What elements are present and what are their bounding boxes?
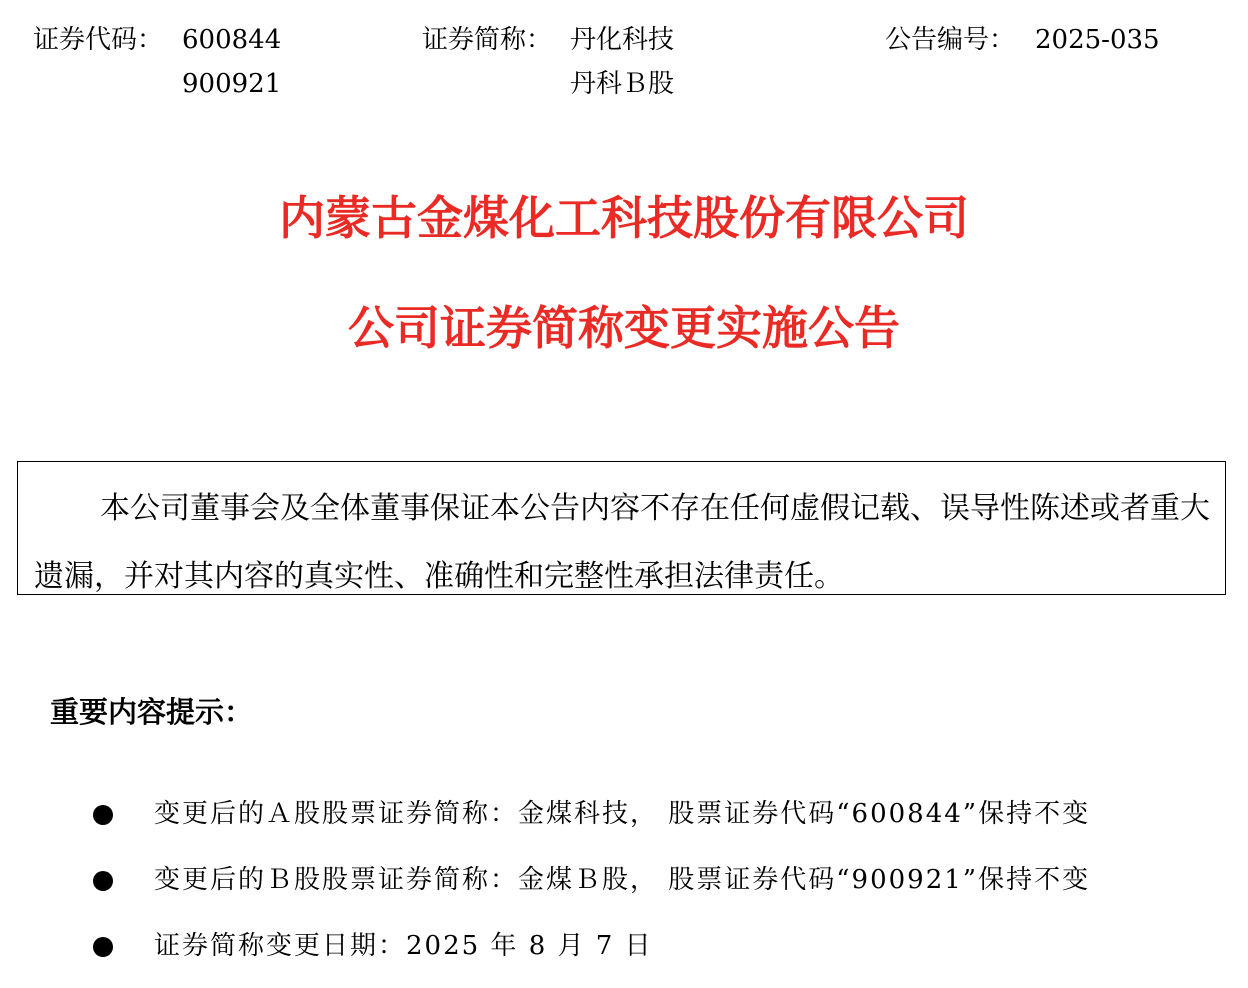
short-name-label: 证券简称： [422,25,553,55]
short-name-a: 丹化科技 [570,25,675,55]
bullet-icon [93,871,113,891]
notice-number-label: 公告编号： [885,25,1016,55]
bullet-icon [93,937,113,957]
disclaimer-box [17,461,1226,595]
highlights-heading: 重要内容提示： [50,695,254,729]
security-code-a: 600844 [182,25,282,55]
security-code-label: 证券代码： [33,25,164,55]
highlight-b-share-name: 变更后的Ｂ股股票证券简称：金煤Ｂ股， 股票证券代码“900921”保持不变 [154,865,1091,895]
security-code-b: 900921 [182,69,282,99]
highlight-change-date: 证券简称变更日期：2025 年 8 月 7 日 [154,931,653,961]
announcement-title: 公司证券简称变更实施公告 [348,301,900,355]
disclaimer-text: 本公司董事会及全体董事保证本公告内容不存在任何虚假记载、误导性陈述或者重大遗漏，并对其内容的真实性、准确性和完整性承担法律责任。 [34,491,1210,594]
bullet-icon [93,805,113,825]
short-name-b: 丹科Ｂ股 [570,69,675,99]
notice-number: 2025-035 [1035,25,1160,55]
highlight-a-share-name: 变更后的Ａ股股票证券简称：金煤科技， 股票证券代码“600844”保持不变 [154,799,1091,829]
company-name-title: 内蒙古金煤化工科技股份有限公司 [279,191,969,245]
